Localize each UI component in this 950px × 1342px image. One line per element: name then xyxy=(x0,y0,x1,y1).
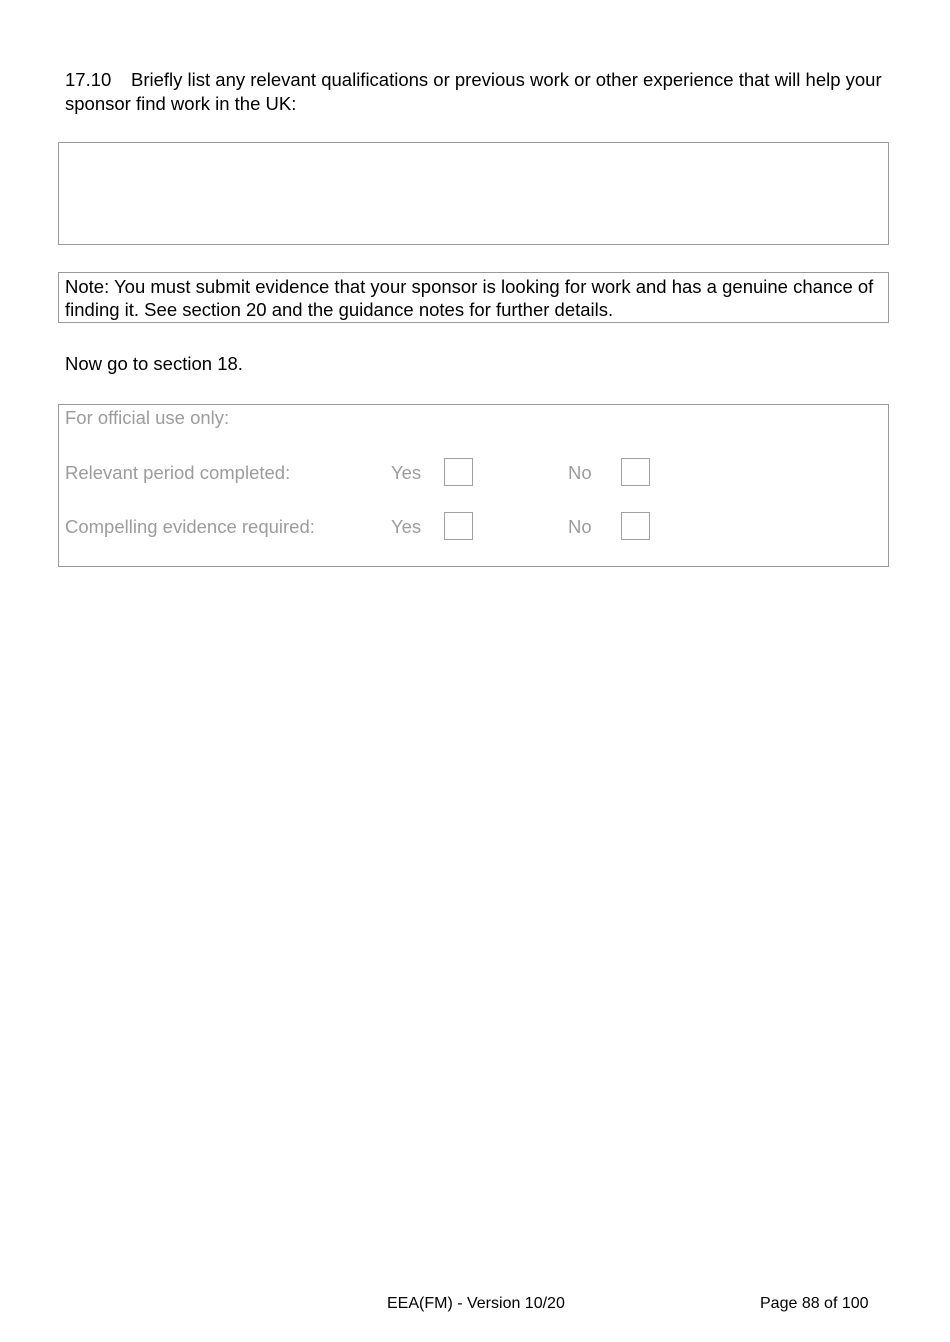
evidence-note xyxy=(58,272,889,323)
footer-version: EEA(FM) - Version 10/20 xyxy=(387,1295,565,1312)
next-section-instruction: Now go to section 18. xyxy=(65,353,243,374)
note-text: Note: You must submit evidence that your sponsor is looking for work and has a genuine chance of finding it. See section 20 and the guidance notes for further details. xyxy=(65,276,874,320)
footer-page-number: Page 88 of 100 xyxy=(760,1295,869,1312)
official-row-relevant-period xyxy=(59,458,888,488)
official-use-box xyxy=(58,404,889,567)
question-17-10 xyxy=(65,68,890,116)
relevant-period-no-checkbox[interactable] xyxy=(621,458,650,486)
question-text: Briefly list any relevant qualifications or previous work or other experience that will help your sponsor find work in the UK: xyxy=(65,69,882,114)
compelling-evidence-no-checkbox[interactable] xyxy=(621,512,650,540)
row-label: Relevant period completed: xyxy=(65,462,291,483)
no-label: No xyxy=(568,516,592,537)
yes-label: Yes xyxy=(391,516,422,537)
official-use-title: For official use only: xyxy=(65,407,230,428)
question-number: 17.10 xyxy=(65,69,112,90)
qualifications-answer-box[interactable] xyxy=(58,142,889,245)
compelling-evidence-yes-checkbox[interactable] xyxy=(444,512,473,540)
yes-label: Yes xyxy=(391,462,422,483)
official-row-compelling-evidence xyxy=(59,512,888,542)
no-label: No xyxy=(568,462,592,483)
row-label: Compelling evidence required: xyxy=(65,516,315,537)
relevant-period-yes-checkbox[interactable] xyxy=(444,458,473,486)
